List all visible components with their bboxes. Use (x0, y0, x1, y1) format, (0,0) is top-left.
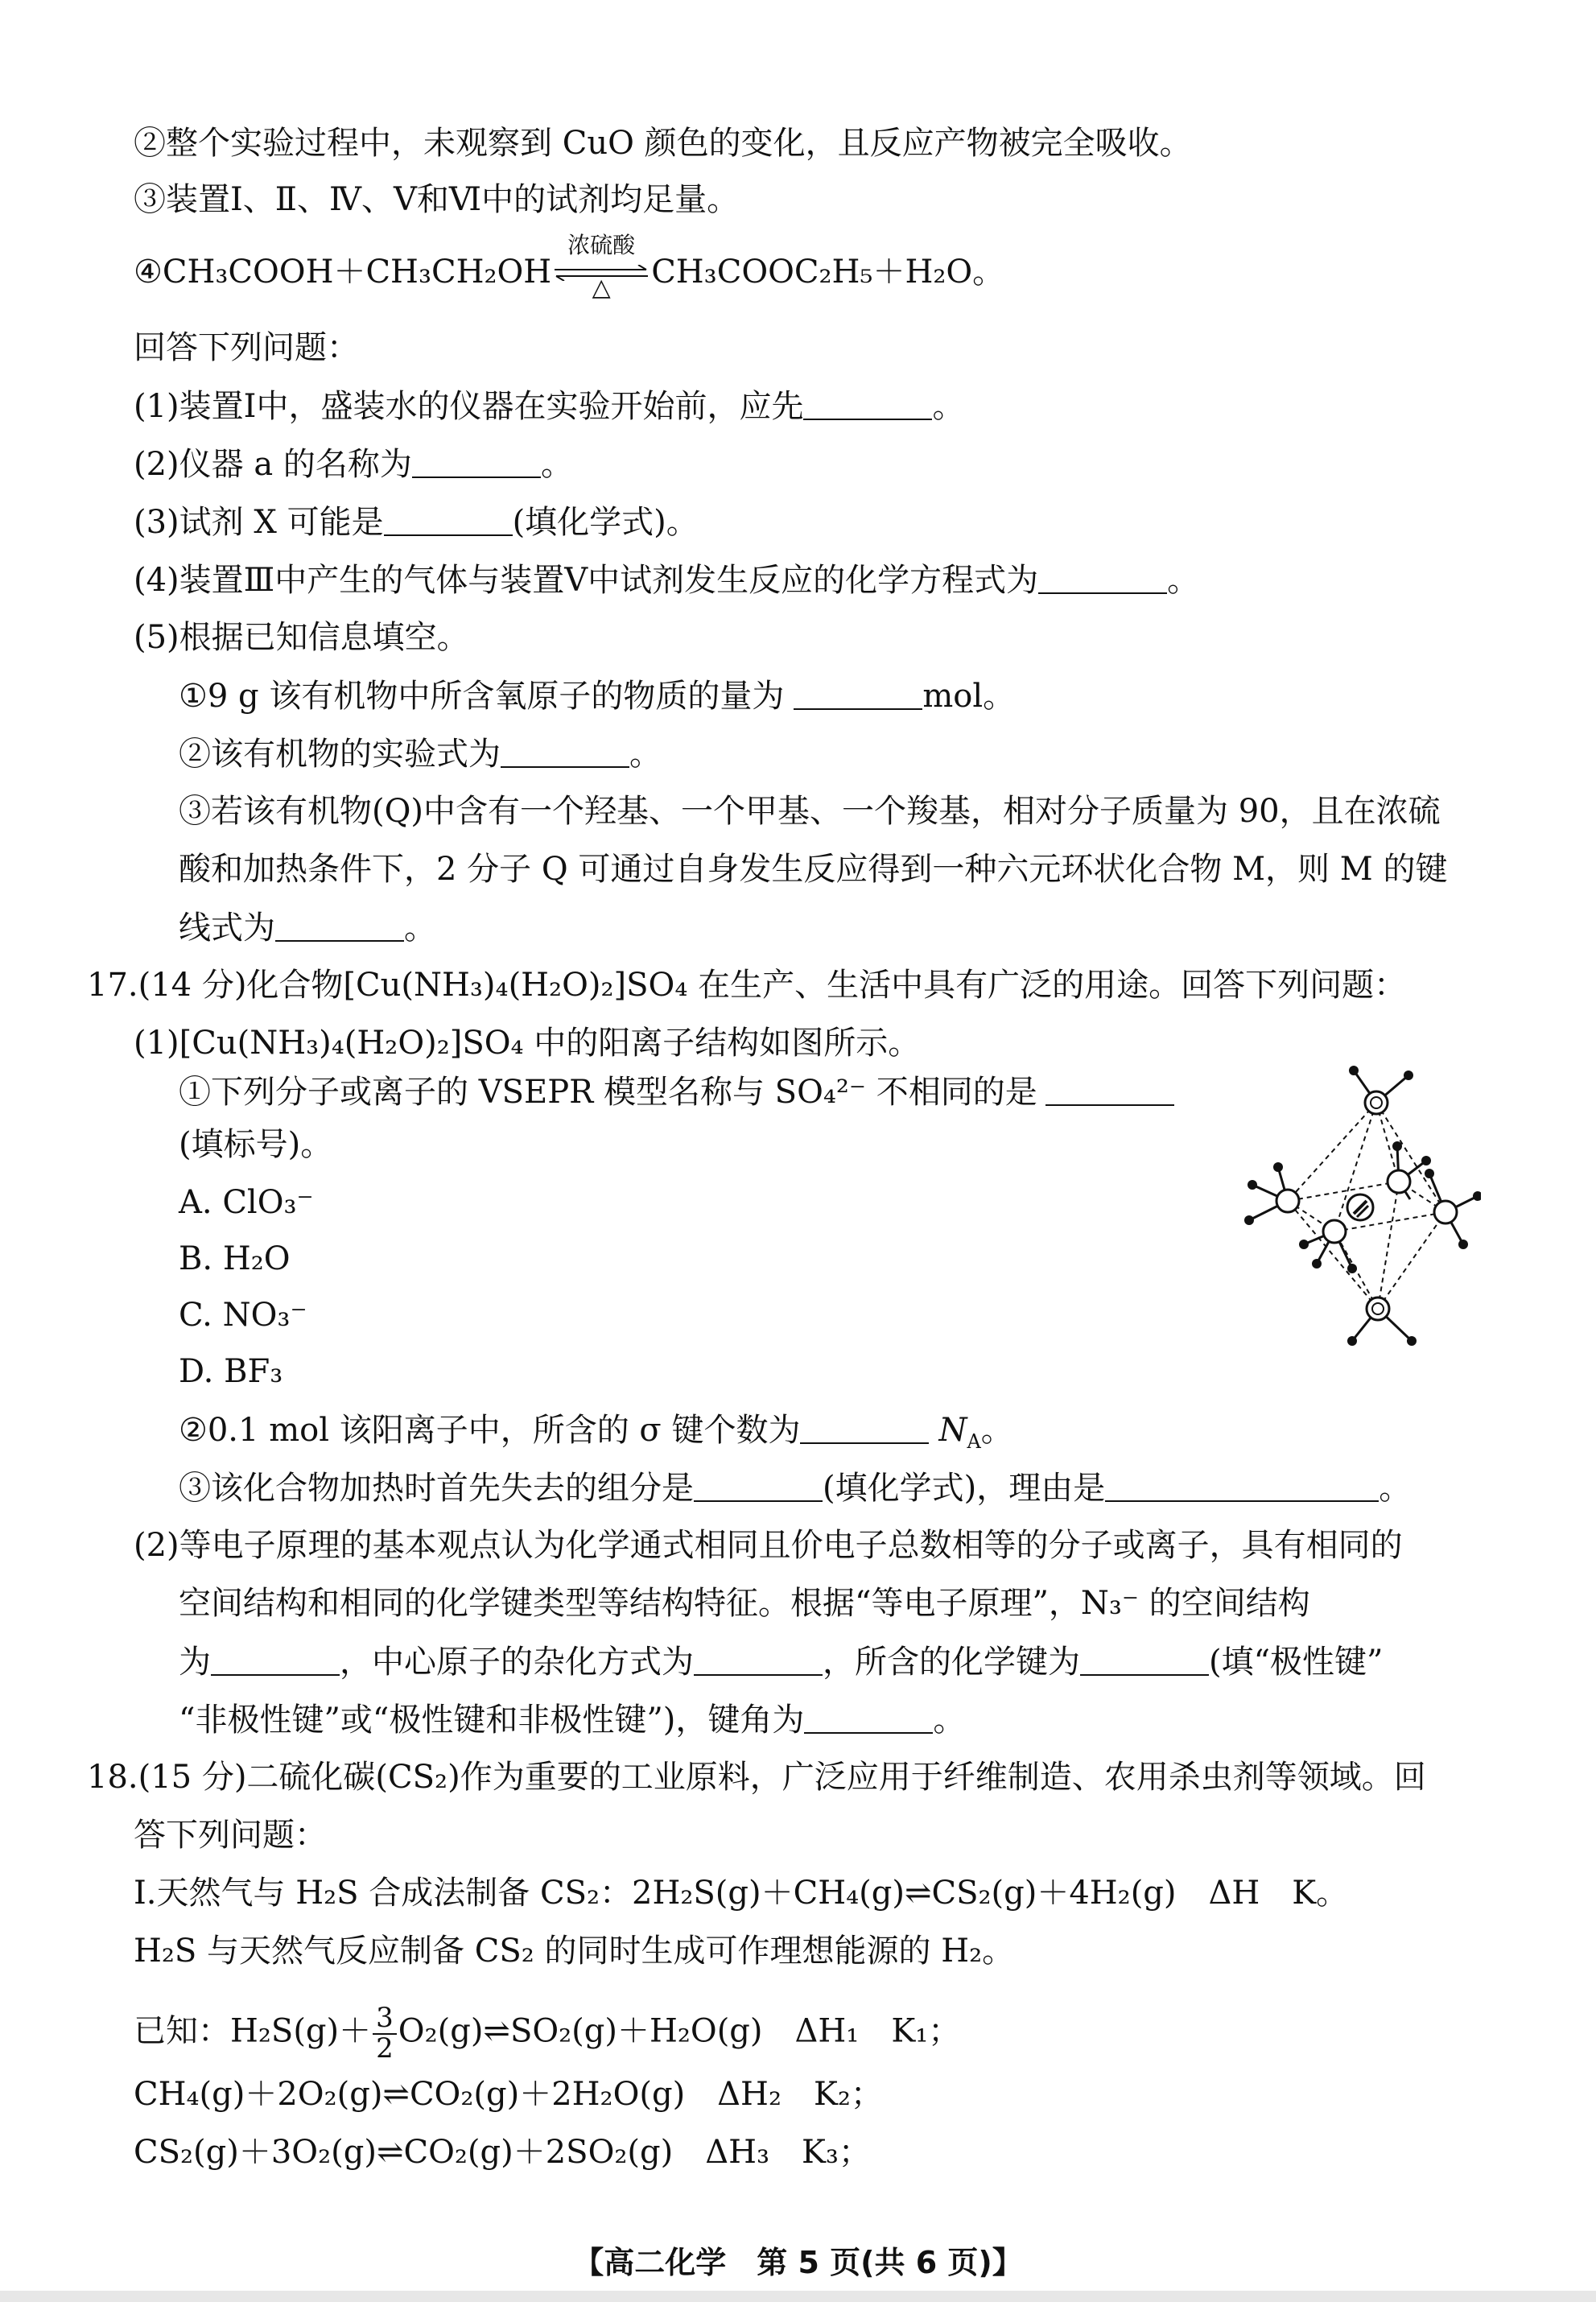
answer-blank[interactable] (501, 737, 629, 768)
answer-blank[interactable] (794, 679, 922, 710)
q16-part-5-2 (179, 736, 662, 773)
option-c: C. NO₃⁻ (179, 1297, 307, 1334)
q18-section-i-line1: Ⅰ.天然气与 H₂S 合成法制备 CS₂：2H₂S(g)＋CH₄(g)⇌CS₂(g)＋4H₂(g) ΔH K。 (134, 1875, 1349, 1912)
q16-part-4-text: (4)装置Ⅲ中产生的气体与装置Ⅴ中试剂发生反应的化学方程式为 (134, 562, 1039, 599)
reaction-products: CH₃COOC₂H₅＋H₂O。 (651, 254, 1005, 291)
known-equation-3: CS₂(g)＋3O₂(g)⇌CO₂(g)＋2SO₂(g) ΔH₃ K₃； (134, 2134, 871, 2171)
q16-part-2 (134, 448, 573, 481)
catalyst-label: 浓硫酸 (567, 232, 636, 258)
scan-edge (0, 2291, 1596, 2302)
fraction-numerator: 3 (373, 2004, 397, 2035)
q16-part-1 (134, 390, 964, 423)
page-footer: 【高二化学 第 5 页(共 6 页)】 (573, 2245, 1023, 2280)
q16-part-1-text: (1)装置Ⅰ中，盛装水的仪器在实验开始前，应先 (134, 388, 804, 425)
known-eq1-left: 已知：H₂S(g)＋ (134, 2012, 372, 2050)
q16-part-5: (5)根据已知信息填空。 (134, 619, 469, 656)
answer-blank[interactable] (412, 448, 541, 478)
answer-blank[interactable] (803, 390, 932, 420)
avogadro-symbol: N (938, 1412, 967, 1449)
q17-part-1-1-text: ①下列分子或离子的 VSEPR 模型名称与 SO₄²⁻ 不相同的是 (179, 1074, 1037, 1111)
reaction-reactants: ④CH₃COOH＋CH₃CH₂OH (134, 254, 552, 291)
q16-part-5-3-end: 。 (404, 910, 436, 947)
answer-prompt: 回答下列问题： (134, 329, 359, 366)
q18-section-i-line2: H₂S 与天然气反应制备 CS₂ 的同时生成可作理想能源的 H₂。 (134, 1933, 1015, 1970)
q16-part-3-text: (3)试剂 X 可能是 (134, 504, 384, 541)
answer-blank[interactable] (211, 1645, 340, 1676)
q17-part-2-line2: 空间结构和相同的化学键类型等结构特征。根据“等电子原理”，N₃⁻ 的空间结构 (179, 1585, 1310, 1622)
answer-blank[interactable] (275, 911, 404, 942)
q16-part-5-1 (179, 678, 1016, 715)
q16-part-1-end: 。 (932, 388, 965, 425)
q18-title-line1: 18.(15 分)二硫化碳(CS₂)作为重要的工业原料，广泛应用于纤维制造、农用杀虫剂等领域。回 (87, 1759, 1426, 1796)
cation-structure-diagram (1239, 1062, 1481, 1358)
q17-part-1-3 (179, 1470, 1412, 1507)
q16-part-5-3-text: 线式为 (179, 910, 275, 947)
known-item-4 (134, 232, 1005, 302)
fraction-denominator: 2 (376, 2032, 394, 2065)
q17-part-1-2 (179, 1413, 1013, 1451)
q16-part-5-1-unit: mol。 (922, 678, 1016, 715)
reason-blank[interactable] (1105, 1471, 1379, 1502)
heat-label: △ (592, 274, 611, 302)
q16-part-2-end: 。 (540, 446, 573, 483)
q17-part-2-line1: (2)等电子原理的基本观点认为化学通式相同且价电子总数相等的分子或离子，具有相同的 (134, 1527, 1403, 1564)
q16-part-3 (134, 504, 699, 541)
q17-part-2-text-e: “非极性键”或“极性键和非极性键”)，键角为 (179, 1702, 805, 1739)
option-a: A. ClO₃⁻ (179, 1184, 314, 1221)
reaction-condition-arrow (551, 232, 651, 302)
q17-title: 17.(14 分)化合物[Cu(NH₃)₄(H₂O)₂]SO₄ 在生产、生活中具有广泛的用途。回答下列问题： (87, 967, 1407, 1004)
q16-part-5-2-end: 。 (629, 736, 662, 773)
q17-part-1-2-end: 。 (980, 1412, 1013, 1449)
q16-part-5-3-line2: 酸和加热条件下，2 分子 Q 可通过自身发生反应得到一种六元环状化合物 M，则 M 的键 (179, 851, 1448, 888)
q16-part-3-end: (填化学式)。 (512, 504, 699, 541)
q17-part-1-1 (179, 1074, 1174, 1111)
avogadro-subscript: A (967, 1430, 981, 1453)
q18-title-line2: 答下列问题： (134, 1817, 327, 1854)
q17-part-1-2-text: ②0.1 mol 该阳离子中，所含的 σ 键个数为 (179, 1412, 801, 1449)
answer-blank[interactable] (800, 1413, 929, 1444)
q16-part-4-end: 。 (1167, 562, 1200, 599)
answer-blank[interactable] (694, 1471, 823, 1502)
q17-part-2-text-d: (填“极性键” (1209, 1644, 1384, 1681)
known-item-3: ③装置Ⅰ、Ⅱ、Ⅳ、Ⅴ和Ⅵ中的试剂均足量。 (134, 181, 740, 218)
q16-part-5-3-line1: ③若该有机物(Q)中含有一个羟基、一个甲基、一个羧基，相对分子质量为 90，且在浓硫 (179, 793, 1441, 830)
q17-part-1-1-note: (填标号)。 (179, 1126, 333, 1163)
q17-part-1-3-text: ③该化合物加热时首先失去的组分是 (179, 1470, 694, 1507)
fraction (373, 2004, 397, 2063)
answer-blank[interactable] (384, 505, 513, 536)
q16-part-5-3-line3 (179, 910, 436, 947)
q16-part-4 (134, 562, 1200, 599)
q16-part-5-2-text: ②该有机物的实验式为 (179, 736, 501, 773)
option-d: D. BF₃ (179, 1353, 283, 1390)
q16-part-2-text: (2)仪器 a 的名称为 (134, 446, 412, 483)
q17-part-2-text-c: ，所含的化学键为 (823, 1644, 1080, 1681)
q17-part-1-3-mid: (填化学式)，理由是 (823, 1470, 1106, 1507)
q17-part-2-text-a: 为 (179, 1644, 211, 1681)
answer-blank[interactable] (804, 1703, 933, 1734)
q17-part-2-line3 (179, 1644, 1384, 1681)
known-item-2: ②整个实验过程中，未观察到 CuO 颜色的变化，且反应产物被完全吸收。 (134, 125, 1192, 162)
answer-blank[interactable] (1045, 1075, 1174, 1106)
known-equation-2: CH₄(g)＋2O₂(g)⇌CO₂(g)＋2H₂O(g) ΔH₂ K₂； (134, 2076, 883, 2113)
q16-part-5-1-text: ①9 g 该有机物中所含氧原子的物质的量为 (179, 678, 785, 715)
answer-blank[interactable] (1080, 1645, 1209, 1676)
known-equation-1 (134, 2004, 960, 2063)
answer-blank[interactable] (694, 1645, 823, 1676)
q17-part-1: (1)[Cu(NH₃)₄(H₂O)₂]SO₄ 中的阳离子结构如图所示。 (134, 1025, 921, 1062)
answer-blank[interactable] (1038, 563, 1167, 594)
option-b: B. H₂O (179, 1240, 291, 1277)
q17-part-1-3-end: 。 (1379, 1470, 1412, 1507)
known-eq1-right: O₂(g)⇌SO₂(g)＋H₂O(g) ΔH₁ K₁； (398, 2012, 961, 2050)
q17-part-2-text-b: ，中心原子的杂化方式为 (340, 1644, 694, 1681)
q17-part-2-end: 。 (933, 1702, 966, 1739)
q17-part-2-line4 (179, 1702, 966, 1739)
